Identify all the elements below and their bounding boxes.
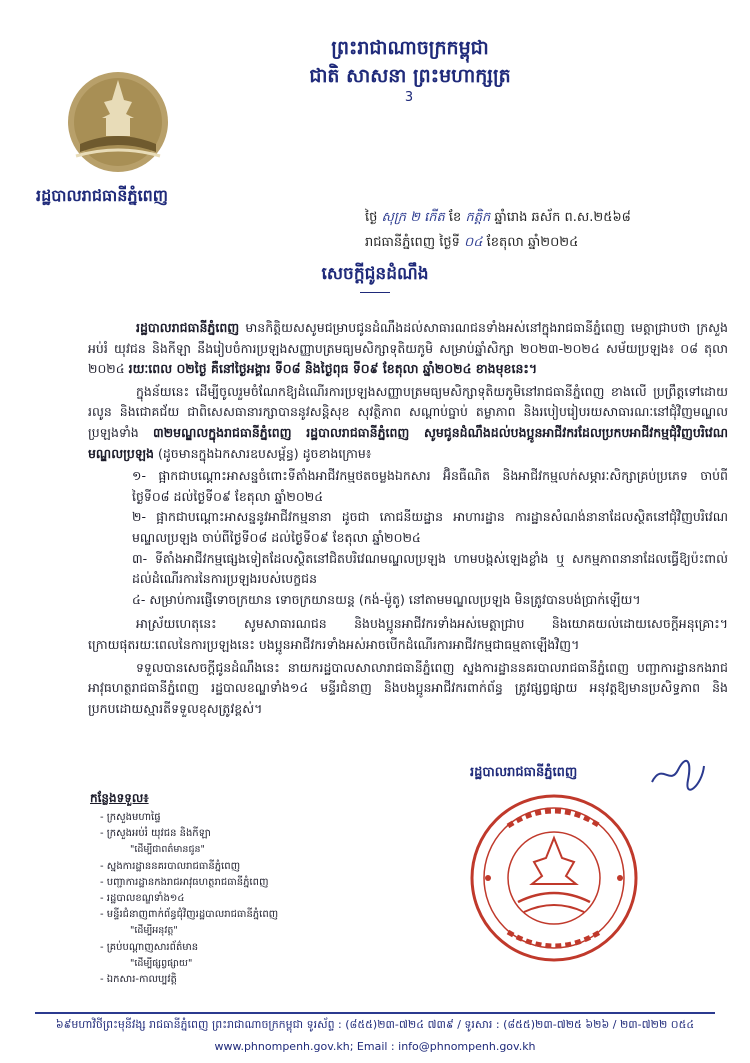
footer-divider [35, 1012, 715, 1014]
official-seal-icon [468, 792, 640, 964]
solar-month-year: ខែតុលា ឆ្នាំ២០២៤ [486, 235, 579, 250]
lunar-day-handwritten: សុក្រ ២ កើត [381, 210, 445, 225]
lunar-date [365, 205, 725, 230]
lunar-year: ឆ្នាំរោង ឆស័ក ព.ស.២៥៦៨ [494, 210, 631, 225]
solar-prefix: រាជធានីភ្នំពេញ ថ្ងៃទី [365, 235, 460, 250]
issuer-inline: រដ្ឋបាលរាជធានីភ្នំពេញ [136, 320, 240, 335]
handwritten-signature-icon [648, 756, 708, 792]
footer-address: ៦៩មហាវិថីព្រះមុនីវង្ស រាជធានីភ្នំពេញ ព្រះរាជាណាចក្រកម្ពុជា ទូរស័ព្ទ : (៨៥៥)២៣-៧២៤ ៧៣៩ / ទូរសារ : (៨៥៥)២៣-៧២៥ ៦២៦ / ២៣-៧២២ ០៥៤ [55, 1018, 695, 1031]
measures-list [132, 466, 728, 610]
letterhead [260, 34, 560, 90]
dateline [365, 205, 725, 255]
list-item: - ឯកសារ-កាលប្បវត្តិ [100, 972, 400, 988]
document-title: សេចក្ដីជូនដំណឹង [321, 264, 429, 284]
kingdom-name: ព្រះរាជាណាចក្រកម្ពុជា [331, 37, 489, 59]
title-divider [360, 292, 390, 293]
recipients-list [100, 810, 400, 988]
paragraph-2-emphasis: ៣២មណ្ឌលក្នុងរាជធានីភ្នំពេញ រដ្ឋបាលរាជធានីភ្នំពេញ សូមជូនដំណឹងដល់បងប្អូនអាជីវករដែលប្រកបអាជីវកម្មជុំវិញបរិវេណមណ្ឌលប្រឡង [88, 424, 728, 461]
lunar-prefix: ថ្ងៃ [365, 210, 378, 225]
list-item: - ក្រសួងអប់រំ យុវជន និងកីឡា [100, 826, 400, 842]
notice-body [88, 318, 728, 721]
lunar-month-label: ខែ [448, 210, 462, 225]
recipients-title: កន្លែងទទួល៖ [90, 791, 149, 805]
list-item: ២- ផ្អាកជាបណ្ដោះអាសន្ននូវអាជីវកម្មនានា ដូចជា ភោជនីយដ្ឋាន អាហារដ្ឋាន ការដ្ឋានសំណង់នានាដែលស្ថិតនៅជុំវិញបរិវេណមណ្ឌលប្រឡង ចាប់ពីថ្ងៃទី០៨ ដល់ថ្ងៃទី០៩ ខែតុលា ឆ្នាំ២០២៤ [132, 509, 728, 545]
solar-day-handwritten: ០៤ [464, 235, 483, 250]
list-item: - រដ្ឋបាលខណ្ឌទាំង១៤ [100, 891, 400, 907]
footer-contact: www.phnompenh.gov.kh; Email : info@phnompenh.gov.kh [214, 1040, 536, 1053]
paragraph-1-text: មានកិត្តិយសសូមជម្រាបជូនដំណឹងដល់សាធារណជនទាំងអស់នៅក្នុងរាជធានីភ្នំពេញ មេត្តាជ្រាបថា ក្រសួងអប់រំ យុវជន និងកីឡា នឹងរៀបចំការប្រឡងសញ្ញាបត្រមធ្យមសិក្សាទុតិយភូមិ សម្រាប់ឆ្នាំសិក្សា ២០២៣-២០២៤ សម័យប្រឡង៖ ០៨ តុលា ២០២៤ [88, 320, 728, 377]
list-item: - ក្រសួងមហាផ្ទៃ [100, 810, 400, 826]
list-item: - ស្នងការដ្ឋាននគរបាលរាជធានីភ្នំពេញ [100, 859, 400, 875]
paragraph-2-end: (ដូចមានក្នុងឯកសារឧបសម្ព័ន្ធ) ដូចខាងក្រោម៖ [157, 445, 372, 461]
paragraph-2-text: ក្នុងន័យនេះ ដើម្បីចូលរួមចំណែកឱ្យដំណើរការប្រឡងសញ្ញាបត្រមធ្យមសិក្សាទុតិយភូមិនៅរាជធានីភ្នំពេញ ខាងលើ ប្រព្រឹត្តទៅដោយរលូន និងជោគជ័យ ជាពិសេសធានារក្សាបាននូវសន្តិសុខ សុវត្ថិភាព សណ្ដាប់ធ្នាប់ តម្លាភាព និងរបៀបរៀបរយសាធារណៈនៅជុំវិញមណ្ឌលប្រឡងទាំង [88, 383, 728, 440]
national-motto: ជាតិ សាសនា ព្រះមហាក្សត្រ [309, 65, 511, 87]
lunar-month-handwritten: កត្ដិក [465, 210, 491, 225]
ornament-glyph: 3 [404, 90, 416, 105]
list-item-note: "ដើម្បីជាពត៌មានជូន" [130, 844, 205, 856]
list-item-note: "ដើម្បីអនុវត្ត" [130, 925, 178, 937]
motto-ornament [360, 90, 460, 105]
paragraph-2 [88, 382, 728, 464]
list-item-note: "ដើម្បីផ្សព្វផ្សាយ" [130, 957, 193, 969]
list-item: - គ្រប់បណ្ដាញសារព័ត៌មាន [100, 940, 400, 956]
list-item: ១- ផ្អាកជាបណ្ដោះអាសន្នចំពោះទីតាំងអាជីវកម្មថតចម្លងឯកសារ អ៊ិនធឺណិត និងអាជីវកម្មលក់សម្ភារៈសិក្សាគ្រប់ប្រភេទ ចាប់ពីថ្ងៃទី០៨ ដល់ថ្ងៃទី០៩ ខែតុលា ឆ្នាំ២០២៤ [132, 468, 728, 504]
solar-date [365, 230, 725, 255]
municipal-emblem-icon [62, 66, 174, 178]
signature-block: រដ្ឋបាលរាជធានីភ្នំពេញ [470, 765, 578, 780]
list-item: - បញ្ជាការដ្ឋានកងរាជអាវុធហត្ថរាជធានីភ្នំពេញ [100, 875, 400, 891]
list-item: ៣- ទីតាំងអាជីវកម្មផ្សេងទៀតដែលស្ថិតនៅជិតបរិវេណមណ្ឌលប្រឡង ហាមបង្កស់ឡេងខ្លាំង ឬ សកម្មភាពនានាដែលធ្វើឱ្យប៉ះពាល់ដល់ដំណើរការនៃការប្រឡងរបស់បេក្ខជន [132, 550, 728, 587]
issuer-name: រដ្ឋបាលរាជធានីភ្នំពេញ [36, 186, 169, 205]
list-item: ៤- សម្រាប់ការផ្ញើទោចក្រយាន ទោចក្រយានយន្ត (កង់-ម៉ូតូ) នៅតាមមណ្ឌលប្រឡង មិនត្រូវបានបង់ប្រាក់ឡើយ។ [132, 591, 641, 607]
paragraph-4: ទទួលបានសេចក្ដីជូនដំណឹងនេះ នាយករដ្ឋបាលសាលារាជធានីភ្នំពេញ ស្នងការដ្ឋាននគរបាលរាជធានីភ្នំពេញ បញ្ជាការដ្ឋានកងរាជអាវុធហត្ថរាជធានីភ្នំពេញ រដ្ឋបាលខណ្ឌទាំង១៤ មន្ទីរជំនាញ និងបងប្អូនអាជីវករពាក់ព័ន្ធ ត្រូវផ្សព្វផ្សាយ អនុវត្តឱ្យមានប្រសិទ្ធភាព និងប្រកបដោយស្មារតីទទួលខុសត្រូវខ្ពស់។ [88, 659, 728, 716]
paragraph-3: អាស្រ័យហេតុនេះ សូមសាធារណជន និងបងប្អូនអាជីវករទាំងអស់មេត្តាជ្រាប និងយោគយល់ដោយសេចក្ដីអនុគ្រោះ។ ក្រោយផុតរយៈពេលនៃការប្រឡងនេះ បងប្អូនអាជីវករទាំងអស់អាចបើកដំណើរការអាជីវកម្មជាធម្មតាឡើងវិញ។ [88, 616, 728, 652]
exam-dates: រយៈពេល ០២ថ្ងៃ គឺនៅថ្ងៃអង្គារ ទី០៨ និងថ្ងៃពុធ ទី០៩ ខែតុលា ឆ្នាំ២០២៤ ខាងមុខនេះ។ [128, 361, 538, 377]
paragraph-1 [88, 318, 728, 380]
list-item: - មន្ទីរជំនាញពាក់ព័ន្ធជុំវិញរដ្ឋបាលរាជធានីភ្នំពេញ [100, 907, 400, 923]
